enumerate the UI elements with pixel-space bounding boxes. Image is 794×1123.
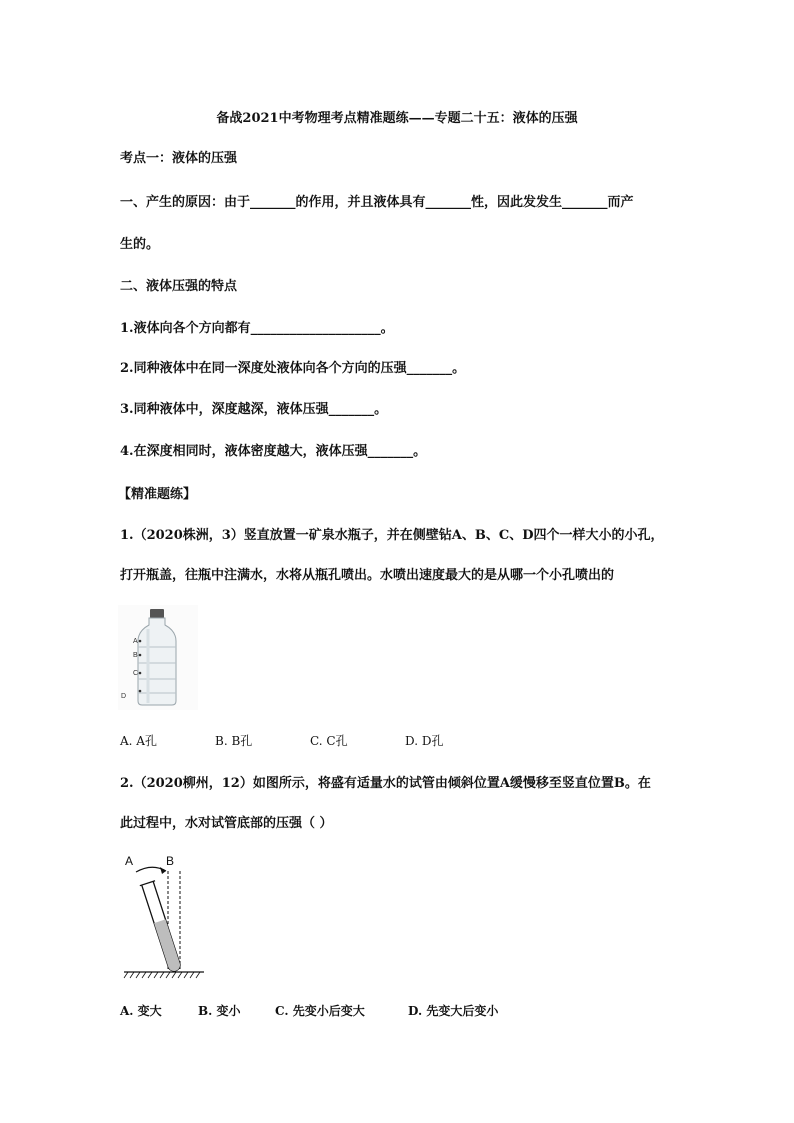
position-label-b: B xyxy=(166,854,175,868)
q2-option-b[interactable]: B. 变小 xyxy=(198,1004,241,1018)
q1-option-d[interactable]: D. D孔 xyxy=(405,734,444,748)
hole-label-d: D xyxy=(121,693,127,700)
section-heading: 考点一：液体的压强 xyxy=(120,151,238,166)
test-tube-figure xyxy=(120,853,210,983)
feature-point-4: 4.在深度相同时，液体密度越大，液体压强_______。 xyxy=(120,444,427,459)
q1-option-c[interactable]: C. C孔 xyxy=(310,734,348,748)
question-1-line-1: 1.（2020株洲，3）竖直放置一矿泉水瓶子，并在侧壁钻A、B、C、D四个一样大小的小孔， xyxy=(120,528,664,543)
water-bottle-figure xyxy=(118,605,198,710)
question-2-line-2: 此过程中，水对试管底部的压强（ ） xyxy=(120,816,333,831)
question-1-line-2: 打开瓶盖，往瓶中注满水，水将从瓶孔喷出。水喷出速度最大的是从哪一个小孔喷出的 xyxy=(120,568,615,583)
document-title: 备战2021中考物理考点精准题练——专题二十五：液体的压强 xyxy=(216,111,578,126)
hole-label-b: B xyxy=(133,652,138,659)
feature-point-2: 2.同种液体中在同一深度处液体向各个方向的压强_______。 xyxy=(120,361,466,376)
feature-point-1: 1.液体向各个方向都有____________________。 xyxy=(120,321,394,336)
q2-option-a[interactable]: A. 变大 xyxy=(120,1004,162,1018)
question-2-line-1: 2.（2020柳州，12）如图所示，将盛有适量水的试管由倾斜位置A缓慢移至竖直位置B。在 xyxy=(120,776,651,791)
hole-label-a: A xyxy=(133,638,138,645)
q1-option-b[interactable]: B. B孔 xyxy=(215,734,253,748)
cause-line-2: 生的。 xyxy=(120,237,160,252)
hole-label-c: C xyxy=(133,670,139,677)
position-label-a: A xyxy=(125,854,134,868)
features-heading: 二、液体压强的特点 xyxy=(120,279,238,294)
q2-option-c[interactable]: C. 先变小后变大 xyxy=(275,1004,365,1018)
q2-option-d[interactable]: D. 先变大后变小 xyxy=(408,1004,499,1018)
feature-point-3: 3.同种液体中，深度越深，液体压强_______。 xyxy=(120,402,388,417)
cause-line-1: 一、产生的原因：由于_______的作用，并且液体具有_______性，因此发发生_______而产 xyxy=(120,195,634,210)
practice-header: 【精准题练】 xyxy=(118,487,197,502)
q1-option-a[interactable]: A. A孔 xyxy=(120,734,157,748)
